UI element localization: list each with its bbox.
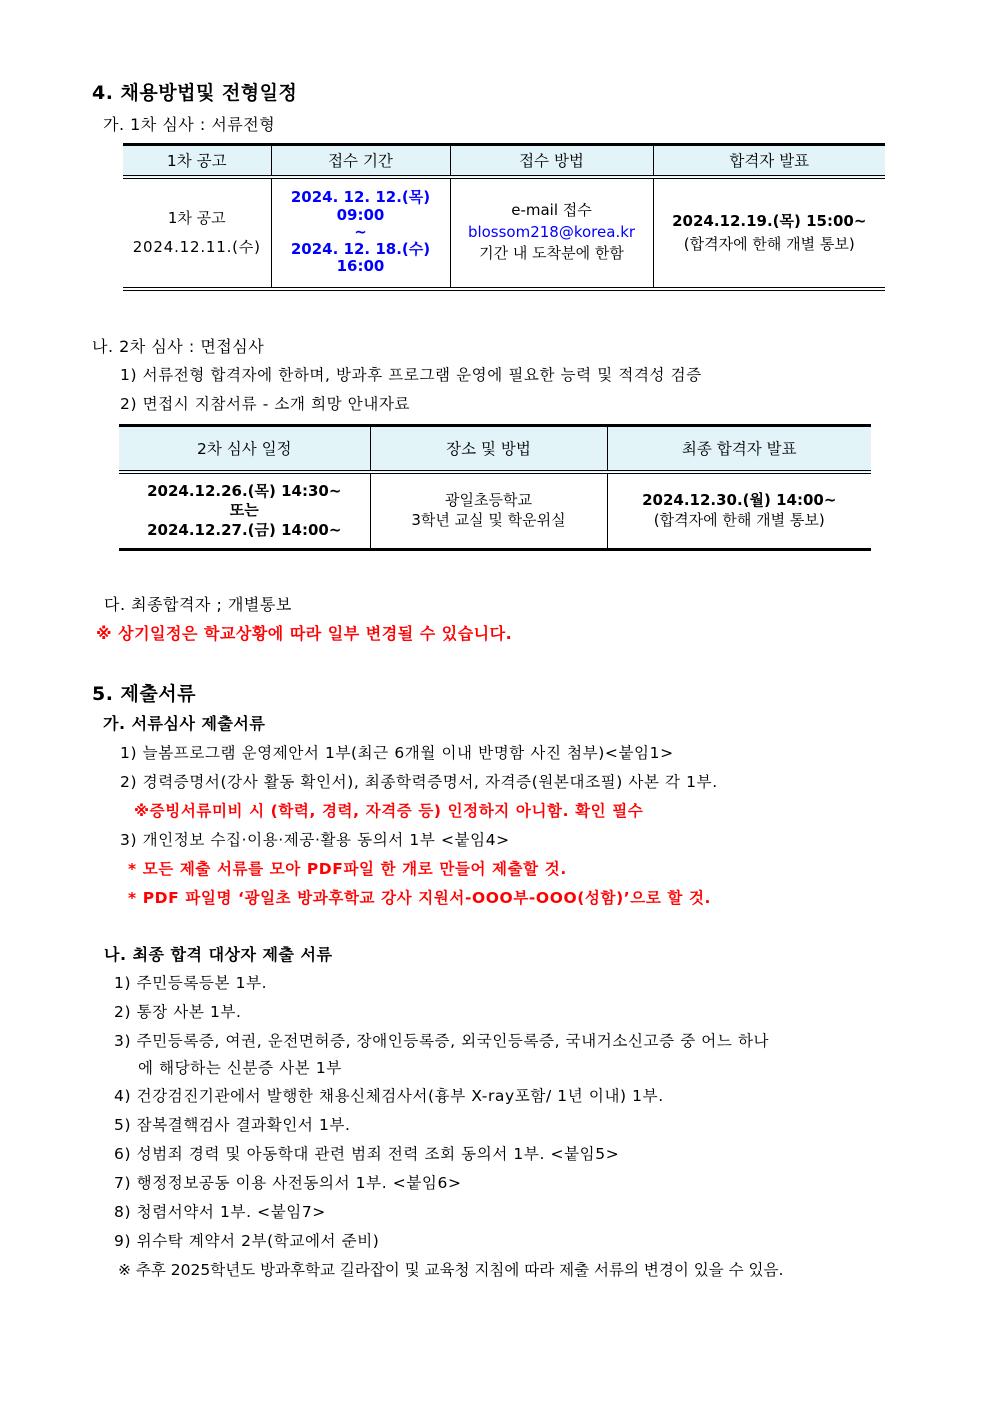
method-email-link[interactable]: blossom218@korea.kr: [467, 222, 636, 241]
section-5-ga-item-2-warning: ※증빙서류미비 시 (학력, 경력, 자격증 등) 인정하지 아니함. 확인 필수: [134, 802, 644, 820]
section-5-na-title: 나. 최종 합격 대상자 제출 서류: [104, 945, 333, 964]
notice-label: 1차 공고: [167, 209, 226, 227]
schedule-or: 또는: [229, 501, 259, 519]
section-4-na-title: 나. 2차 심사 : 면접심사: [92, 337, 265, 356]
schedule-2: 2024.12.27.(금) 14:00~: [147, 520, 342, 539]
section-5-na-item-3: 3) 주민등록증, 여권, 운전면허증, 장애인등록증, 외국인등록증, 국내거소신고증 중 어느 하나: [114, 1032, 770, 1050]
section-5-ga-item-1: 1) 늘봄프로그램 운영제안서 1부(최근 6개월 이내 반명함 사진 첨부)<붙임1>: [120, 744, 674, 762]
section-5-na-item-3-cont: 에 해당하는 신분증 사본 1부: [138, 1059, 342, 1077]
final-result-cell: [607, 472, 871, 550]
section-5-na-item-7: 7) 행정정보공동 이용 사전동의서 1부. <붙임6>: [114, 1174, 462, 1192]
header-schedule: 2차 심사 일정: [119, 426, 370, 472]
header-final-result: 최종 합격자 발표: [607, 426, 871, 472]
section-5-ga-item-3: 3) 개인정보 수집·이용·제공·활용 동의서 1부 <붙임4>: [120, 831, 510, 849]
period-start-date: 2024. 12. 12.(목): [290, 188, 431, 207]
method-line-3: 기간 내 도착분에 한함: [479, 244, 624, 263]
section-4-title: 4. 채용방법및 전형일정: [92, 82, 298, 104]
table-header-row: [123, 145, 885, 177]
section-5-na-item-6: 6) 성범죄 경력 및 아동학대 관련 범죄 전력 조회 동의서 1부. <붙임5>: [114, 1145, 620, 1163]
table-header-row: [119, 426, 871, 472]
result-cell: [653, 177, 885, 289]
first-screening-table: [123, 143, 885, 291]
section-5-ga-item-2: 2) 경력증명서(강사 활동 확인서), 최종학력증명서, 자격증(원본대조필) 사본 각 1부.: [120, 773, 718, 791]
period-separator: ~: [354, 222, 367, 241]
section-5-na-item-1: 1) 주민등록등본 1부.: [114, 974, 268, 992]
schedule-1: 2024.12.26.(목) 14:30~: [147, 481, 342, 500]
section-5-ga-note-1: * 모든 제출 서류를 모아 PDF파일 한 개로 만들어 제출할 것.: [128, 860, 567, 878]
notice-date: 2024.12.11.(수): [132, 237, 261, 256]
second-screening-table: [119, 424, 871, 551]
table-row: [123, 177, 885, 289]
section-4-da-title: 다. 최종합격자 ; 개별통보: [104, 595, 292, 614]
period-end-time: 16:00: [336, 257, 385, 276]
table-row: [119, 472, 871, 550]
section-5-na-item-8: 8) 청렴서약서 1부. <붙임7>: [114, 1203, 326, 1221]
section-4-na-item-2: 2) 면접시 지참서류 - 소개 희망 안내자료: [120, 395, 411, 413]
result-note: (합격자에 한해 개별 통보): [683, 234, 855, 253]
method-cell: [450, 177, 653, 289]
notice-cell: [123, 177, 271, 289]
section-5-ga-note-2: * PDF 파일명 ‘광일초 방과후학교 강사 지원서-OOO부-OOO(성함)’으로 할 것.: [128, 889, 712, 907]
place-1: 광일초등학교: [445, 491, 532, 510]
period-cell: [271, 177, 450, 289]
period-end-date: 2024. 12. 18.(수): [290, 240, 431, 259]
place-cell: [370, 472, 607, 550]
final-note: (합격자에 한해 개별 통보): [653, 510, 825, 529]
period-start-time: 09:00: [336, 205, 385, 224]
section-5-na-item-5: 5) 잠복결핵검사 결과확인서 1부.: [114, 1116, 351, 1134]
section-5-title: 5. 제출서류: [92, 683, 196, 705]
section-5-na-item-4: 4) 건강검진기관에서 발행한 채용신체검사서(흉부 X-ray포함/ 1년 이내) 1부.: [114, 1087, 664, 1105]
section-4-ga-title: 가. 1차 심사 : 서류전형: [103, 115, 276, 134]
final-date: 2024.12.30.(월) 14:00~: [642, 491, 837, 510]
header-place: 장소 및 방법: [370, 426, 607, 472]
place-2: 3학년 교실 및 학운위실: [411, 510, 566, 529]
section-5-na-footnote: ※ 추후 2025학년도 방과후학교 길라잡이 및 교육청 지침에 따라 제출 서류의 변경이 있을 수 있음.: [118, 1261, 784, 1279]
method-line-1: e-mail 접수: [511, 200, 592, 219]
header-method: 접수 방법: [450, 145, 653, 177]
schedule-change-notice: ※ 상기일정은 학교상황에 따라 일부 변경될 수 있습니다.: [96, 624, 513, 643]
section-5-na-item-2: 2) 통장 사본 1부.: [114, 1003, 242, 1021]
header-period: 접수 기간: [271, 145, 450, 177]
section-5-na-item-9: 9) 위수탁 계약서 2부(학교에서 준비): [114, 1232, 380, 1250]
section-4-na-item-1: 1) 서류전형 합격자에 한하며, 방과후 프로그램 운영에 필요한 능력 및 적격성 검증: [120, 366, 702, 384]
schedule-cell: [119, 472, 370, 550]
result-date: 2024.12.19.(목) 15:00~: [672, 212, 867, 230]
header-result: 합격자 발표: [653, 145, 885, 177]
section-5-ga-title: 가. 서류심사 제출서류: [103, 714, 266, 733]
header-notice: 1차 공고: [123, 145, 271, 177]
